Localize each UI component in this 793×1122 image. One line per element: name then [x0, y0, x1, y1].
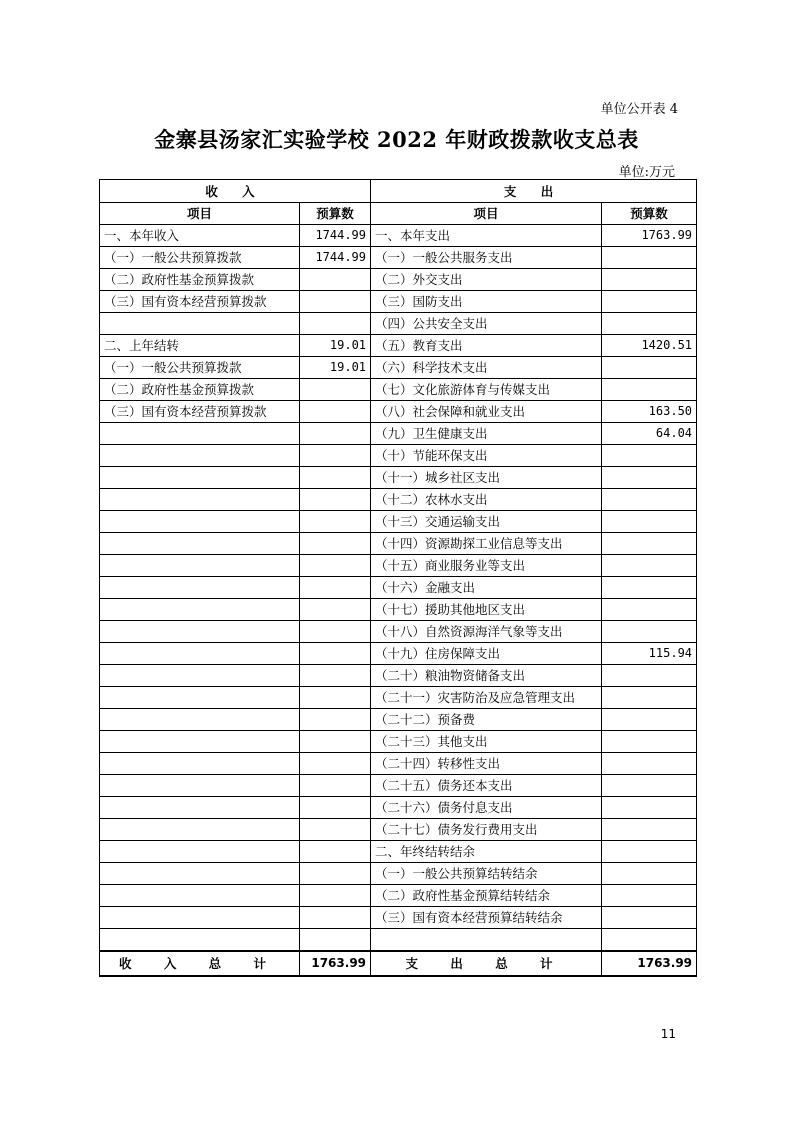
expense-budget-cell: 163.50 [602, 401, 697, 423]
expense-item-cell: （一）一般公共服务支出 [371, 247, 602, 269]
income-budget-cell [300, 599, 371, 621]
table-row [100, 357, 697, 379]
table-column-header-row [100, 203, 697, 225]
income-item-cell [100, 599, 300, 621]
table-row [100, 863, 697, 885]
table-row [100, 885, 697, 907]
expense-item-cell: （十）节能环保支出 [371, 445, 602, 467]
income-budget-cell [300, 863, 371, 885]
expense-budget-cell [602, 621, 697, 643]
expense-budget-cell: 1420.51 [602, 335, 697, 357]
income-budget-cell [300, 445, 371, 467]
expense-item-cell: （十四）资源勘探工业信息等支出 [371, 533, 602, 555]
unit-label: 单位:万元 [618, 165, 675, 180]
table-row [100, 489, 697, 511]
table-row [100, 467, 697, 489]
income-item-cell: （一）一般公共预算拨款 [100, 357, 300, 379]
expense-item-cell: （六）科学技术支出 [371, 357, 602, 379]
expense-item-cell: （十一）城乡社区支出 [371, 467, 602, 489]
expense-item-cell: （一）一般公共预算结转结余 [371, 863, 602, 885]
budget-table [99, 179, 697, 977]
income-item-cell [100, 313, 300, 335]
income-item-cell: （三）国有资本经营预算拨款 [100, 291, 300, 313]
expense-item-column-header: 项目 [371, 203, 602, 225]
table-row [100, 929, 697, 952]
expense-budget-cell: 64.04 [602, 423, 697, 445]
income-item-cell [100, 621, 300, 643]
income-item-cell [100, 533, 300, 555]
expense-budget-cell [602, 731, 697, 753]
expense-total-label: 支 出 总 计 [371, 951, 602, 976]
expense-budget-cell [602, 929, 697, 952]
income-item-cell [100, 819, 300, 841]
expense-budget-cell [602, 379, 697, 401]
table-group-header-row [100, 180, 697, 203]
income-item-cell: 一、本年收入 [100, 225, 300, 247]
table-row [100, 731, 697, 753]
expense-budget-cell [602, 775, 697, 797]
expense-budget-cell [602, 665, 697, 687]
expense-item-cell: （二）政府性基金预算结转结余 [371, 885, 602, 907]
income-item-cell: （二）政府性基金预算拨款 [100, 269, 300, 291]
expense-item-cell: （二十一）灾害防治及应急管理支出 [371, 687, 602, 709]
table-row [100, 533, 697, 555]
expense-budget-cell [602, 687, 697, 709]
expense-budget-cell [602, 313, 697, 335]
income-item-cell [100, 753, 300, 775]
expense-budget-cell [602, 445, 697, 467]
table-row [100, 819, 697, 841]
income-group-header: 收 入 [100, 180, 371, 203]
income-budget-cell [300, 577, 371, 599]
income-budget-cell [300, 533, 371, 555]
expense-group-header: 支 出 [371, 180, 697, 203]
income-budget-cell [300, 511, 371, 533]
expense-item-cell: （二十六）债务付息支出 [371, 797, 602, 819]
expense-item-cell: （二十）粮油物资储备支出 [371, 665, 602, 687]
income-total-label: 收 入 总 计 [100, 951, 300, 976]
income-budget-cell [300, 753, 371, 775]
income-item-cell [100, 643, 300, 665]
table-row [100, 291, 697, 313]
income-item-cell [100, 907, 300, 929]
table-row [100, 797, 697, 819]
table-row [100, 775, 697, 797]
income-budget-cell [300, 687, 371, 709]
expense-item-cell: （二）外交支出 [371, 269, 602, 291]
expense-budget-cell [602, 797, 697, 819]
table-row [100, 379, 697, 401]
income-budget-cell: 19.01 [300, 357, 371, 379]
income-item-cell [100, 687, 300, 709]
income-item-cell [100, 863, 300, 885]
expense-item-cell: （八）社会保障和就业支出 [371, 401, 602, 423]
expense-item-cell: （十七）援助其他地区支出 [371, 599, 602, 621]
income-budget-cell [300, 797, 371, 819]
income-budget-cell [300, 401, 371, 423]
income-budget-cell [300, 929, 371, 952]
table-row [100, 599, 697, 621]
income-item-cell [100, 665, 300, 687]
income-item-cell [100, 555, 300, 577]
table-row [100, 555, 697, 577]
income-item-column-header: 项目 [100, 203, 300, 225]
expense-budget-cell [602, 863, 697, 885]
expense-budget-cell [602, 577, 697, 599]
table-row [100, 247, 697, 269]
income-item-cell [100, 445, 300, 467]
income-budget-cell [300, 643, 371, 665]
income-budget-cell [300, 621, 371, 643]
income-budget-cell [300, 819, 371, 841]
expense-item-cell: （十二）农林水支出 [371, 489, 602, 511]
income-item-cell: 二、上年结转 [100, 335, 300, 357]
table-row [100, 907, 697, 929]
expense-item-cell: （三）国防支出 [371, 291, 602, 313]
table-body [100, 225, 697, 952]
income-budget-cell: 1744.99 [300, 247, 371, 269]
expense-budget-cell [602, 885, 697, 907]
table-row [100, 621, 697, 643]
expense-budget-cell [602, 533, 697, 555]
income-item-cell [100, 489, 300, 511]
income-budget-cell [300, 709, 371, 731]
expense-item-cell: 二、年终结转结余 [371, 841, 602, 863]
expense-budget-cell [602, 467, 697, 489]
table-row [100, 665, 697, 687]
expense-item-cell: （九）卫生健康支出 [371, 423, 602, 445]
income-budget-cell [300, 885, 371, 907]
table-row [100, 643, 697, 665]
income-item-cell [100, 929, 300, 952]
income-item-cell: （三）国有资本经营预算拨款 [100, 401, 300, 423]
expense-budget-cell [602, 841, 697, 863]
expense-budget-cell [602, 907, 697, 929]
income-budget-column-header: 预算数 [300, 203, 371, 225]
table-row [100, 335, 697, 357]
income-budget-cell: 19.01 [300, 335, 371, 357]
income-budget-cell: 1744.99 [300, 225, 371, 247]
income-budget-cell [300, 907, 371, 929]
expense-item-cell: （二十七）债务发行费用支出 [371, 819, 602, 841]
expense-item-cell: （二十五）债务还本支出 [371, 775, 602, 797]
expense-budget-column-header: 预算数 [602, 203, 697, 225]
income-item-cell [100, 511, 300, 533]
income-budget-cell [300, 313, 371, 335]
expense-budget-cell: 115.94 [602, 643, 697, 665]
expense-budget-cell [602, 247, 697, 269]
table-row [100, 445, 697, 467]
expense-item-cell: （七）文化旅游体育与传媒支出 [371, 379, 602, 401]
table-row [100, 511, 697, 533]
expense-item-cell: 一、本年支出 [371, 225, 602, 247]
expense-item-cell: （十三）交通运输支出 [371, 511, 602, 533]
expense-budget-cell [602, 709, 697, 731]
expense-budget-cell [602, 599, 697, 621]
expense-item-cell: （二十三）其他支出 [371, 731, 602, 753]
page-number: 11 [660, 1027, 676, 1041]
income-budget-cell [300, 775, 371, 797]
expense-item-cell: （三）国有资本经营预算结转结余 [371, 907, 602, 929]
expense-item-cell: （十九）住房保障支出 [371, 643, 602, 665]
income-item-cell: （二）政府性基金预算拨款 [100, 379, 300, 401]
table-row [100, 423, 697, 445]
expense-item-cell: （十八）自然资源海洋气象等支出 [371, 621, 602, 643]
total-row [100, 951, 697, 976]
expense-item-cell: （十六）金融支出 [371, 577, 602, 599]
income-item-cell: （一）一般公共预算拨款 [100, 247, 300, 269]
expense-budget-cell [602, 269, 697, 291]
table-row [100, 753, 697, 775]
expense-budget-cell [602, 555, 697, 577]
expense-budget-cell [602, 291, 697, 313]
table-row [100, 313, 697, 335]
table-row [100, 225, 697, 247]
table-row [100, 269, 697, 291]
income-item-cell [100, 775, 300, 797]
expense-budget-cell [602, 489, 697, 511]
income-budget-cell [300, 423, 371, 445]
income-budget-cell [300, 489, 371, 511]
expense-budget-cell [602, 511, 697, 533]
income-budget-cell [300, 555, 371, 577]
income-budget-cell [300, 467, 371, 489]
expense-budget-cell [602, 753, 697, 775]
expense-item-cell: （二十二）预备费 [371, 709, 602, 731]
income-item-cell [100, 797, 300, 819]
income-item-cell [100, 577, 300, 599]
income-item-cell [100, 841, 300, 863]
expense-budget-cell [602, 819, 697, 841]
expense-item-cell: （二十四）转移性支出 [371, 753, 602, 775]
page-title: 金寨县汤家汇实验学校 2022 年财政拨款收支总表 [154, 127, 639, 152]
income-budget-cell [300, 269, 371, 291]
table-row [100, 401, 697, 423]
income-item-cell [100, 423, 300, 445]
form-number: 单位公开表 4 [600, 102, 678, 117]
income-budget-cell [300, 665, 371, 687]
expense-item-cell: （十五）商业服务业等支出 [371, 555, 602, 577]
expense-budget-cell [602, 357, 697, 379]
income-item-cell [100, 467, 300, 489]
table-row [100, 841, 697, 863]
income-item-cell [100, 885, 300, 907]
expense-budget-cell: 1763.99 [602, 225, 697, 247]
income-budget-cell [300, 379, 371, 401]
income-item-cell [100, 731, 300, 753]
table-row [100, 709, 697, 731]
expense-item-cell: （五）教育支出 [371, 335, 602, 357]
expense-total-value: 1763.99 [602, 951, 697, 976]
expense-item-cell: （四）公共安全支出 [371, 313, 602, 335]
income-budget-cell [300, 841, 371, 863]
income-total-value: 1763.99 [300, 951, 371, 976]
income-budget-cell [300, 731, 371, 753]
table-row [100, 687, 697, 709]
income-budget-cell [300, 291, 371, 313]
income-item-cell [100, 709, 300, 731]
expense-item-cell [371, 929, 602, 952]
table-row [100, 577, 697, 599]
